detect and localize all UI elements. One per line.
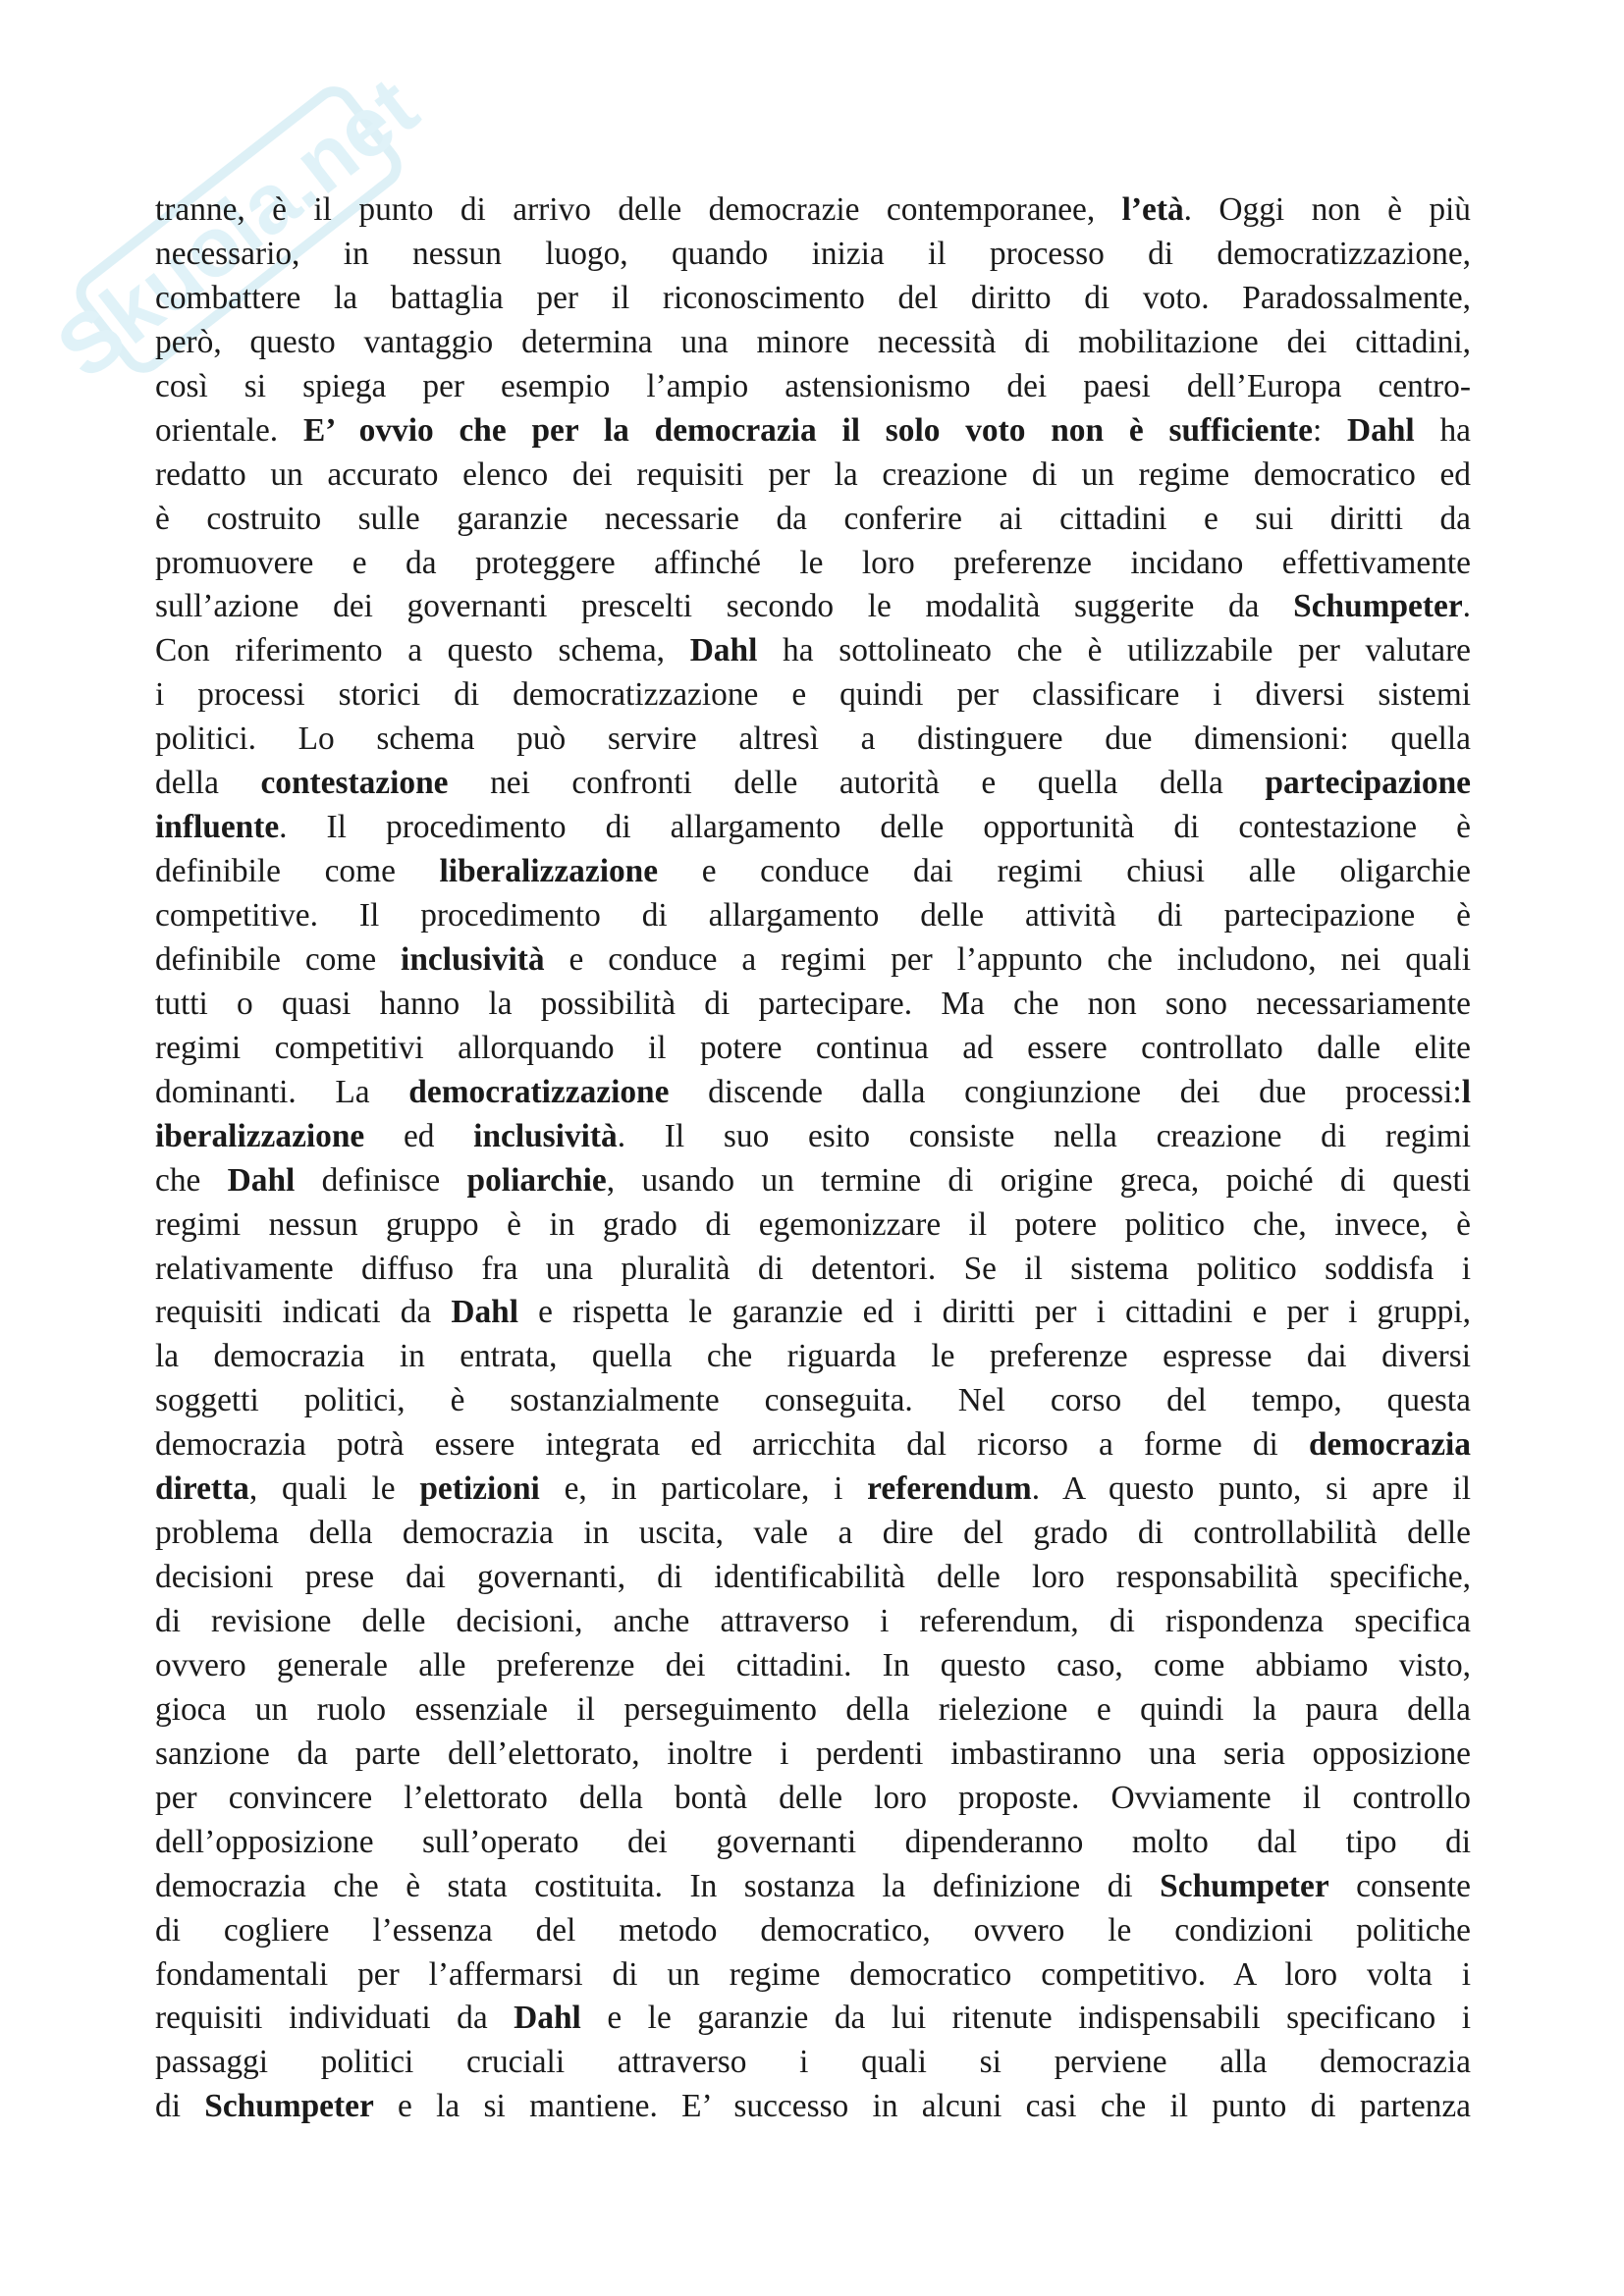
text-run: di cogliere l’essenza del metodo democratico, ovvero le condizioni politiche <box>155 1911 1471 1949</box>
text-line <box>155 1600 1471 1644</box>
text-run: problema della democrazia in uscita, vale a dire del grado di controllabilità delle <box>155 1515 1471 1552</box>
text-line <box>155 1777 1471 1821</box>
text-line <box>155 806 1471 850</box>
text-run: decisioni prese dai governanti, di identificabilità delle loro responsabilità specifiche, <box>155 1559 1471 1596</box>
text-line <box>155 894 1471 938</box>
text-line <box>155 850 1471 894</box>
text-run: definibile come <box>155 853 440 890</box>
text-line <box>155 2085 1471 2129</box>
text-run: i processi storici di democratizzazione e quindi per classificare i diversi sistemi <box>155 676 1471 714</box>
text-run: definibile come <box>155 940 402 978</box>
bold-term: Schumpeter <box>1293 588 1463 625</box>
watermark-text: Skuola.net <box>39 59 435 398</box>
text-run: definisce <box>295 1161 467 1199</box>
text-run: competitive. Il procedimento di allargamento delle attività di partecipazione è <box>155 897 1471 934</box>
text-run: . Il suo esito consiste nella creazione di regimi <box>617 1117 1471 1154</box>
text-run: politici. Lo schema può servire altresì a distinguere due dimensioni: quella <box>155 721 1471 758</box>
text-line <box>155 762 1471 806</box>
text-run: soggetti politici, è sostanzialmente conseguita. Nel corso del tempo, questa <box>155 1382 1471 1419</box>
bold-term: petizioni <box>419 1470 540 1508</box>
bold-term: Dahl <box>1347 411 1415 449</box>
text-line <box>155 983 1471 1027</box>
text-run: fondamentali per l’affermarsi di un regime democratico competitivo. A loro volta i <box>155 1955 1471 1993</box>
text-run: che <box>155 1161 228 1199</box>
bold-term: partecipazione <box>1265 765 1471 802</box>
text-run: di <box>155 2088 205 2125</box>
text-run: , usando un termine di origine greca, poiché di questi <box>606 1161 1472 1199</box>
text-line <box>155 1468 1471 1512</box>
text-run: tranne, è il punto di arrivo delle democrazie contemporanee, <box>155 191 1122 228</box>
text-line <box>155 1115 1471 1159</box>
bold-term: iberalizzazione <box>155 1117 365 1154</box>
bold-term: Schumpeter <box>204 2088 374 2125</box>
text-line <box>155 673 1471 718</box>
bold-term: influente <box>155 809 280 846</box>
text-run: Con riferimento a questo schema, <box>155 632 690 669</box>
bold-term: E’ ovvio che per la democrazia il solo voto non è sufficiente <box>302 411 1313 449</box>
text-run: necessario, in nessun luogo, quando inizia il processo di democratizzazione, <box>155 235 1471 272</box>
text-run: è costruito sulle garanzie necessarie da conferire ai cittadini e sui diritti da <box>155 500 1471 537</box>
bold-term: poliarchie <box>466 1161 607 1199</box>
text-line <box>155 409 1471 454</box>
text-line <box>155 542 1471 586</box>
text-run: , quali le <box>248 1470 420 1508</box>
text-run: così si spiega per esempio l’ampio astensionismo dei paesi dell’Europa centro- <box>155 367 1471 404</box>
text-run: nei confronti delle autorità e quella della <box>448 765 1266 802</box>
text-run: e conduce a regimi per l’appunto che includono, nei quali <box>544 940 1471 978</box>
text-run: democrazia potrà essere integrata ed arricchita dal ricorso a forme di <box>155 1426 1309 1464</box>
text-run: consente <box>1328 1867 1471 1904</box>
text-run: gioca un ruolo essenziale il perseguimento della rielezione e quindi la paura della <box>155 1690 1471 1728</box>
text-line <box>155 1644 1471 1688</box>
text-run: dominanti. La <box>155 1073 409 1110</box>
text-run: redatto un accurato elenco dei requisiti per la creazione di un regime democratico ed <box>155 455 1471 493</box>
text-line <box>155 1291 1471 1335</box>
text-run: e rispetta le garanzie ed i diritti per i cittadini e per i gruppi, <box>518 1294 1471 1331</box>
text-line <box>155 1821 1471 1865</box>
text-run: requisiti individuati da <box>155 2000 514 2037</box>
bold-term: referendum <box>867 1470 1032 1508</box>
text-run: per convincere l’elettorato della bontà delle loro proposte. Ovviamente il controllo <box>155 1779 1471 1816</box>
text-line <box>155 2041 1471 2085</box>
text-line <box>155 1953 1471 1998</box>
text-run: passaggi politici cruciali attraverso i quali si perviene alla democrazia <box>155 2044 1471 2081</box>
text-run: ed <box>364 1117 474 1154</box>
text-run: . <box>1462 588 1471 625</box>
text-line <box>155 1512 1471 1556</box>
text-run: però, questo vantaggio determina una minore necessità di mobilitazione dei cittadini, <box>155 323 1471 360</box>
bold-term: liberalizzazione <box>439 853 659 890</box>
text-run: . Il procedimento di allargamento delle opportunità di contestazione è <box>279 809 1471 846</box>
text-line <box>155 1997 1471 2041</box>
text-run: democrazia che è stata costituita. In sostanza la definizione di <box>155 1867 1161 1904</box>
bold-term: Dahl <box>451 1294 518 1331</box>
bold-term: diretta <box>155 1470 249 1508</box>
text-run: ovvero generale alle preferenze dei cittadini. In questo caso, come abbiamo visto, <box>155 1646 1471 1683</box>
text-run: orientale. <box>155 411 303 449</box>
text-run: e le garanzie da lui ritenute indispensabili specificano i <box>580 2000 1471 2037</box>
text-line <box>155 1335 1471 1379</box>
text-line <box>155 321 1471 365</box>
text-line <box>155 1027 1471 1071</box>
bold-term: l’età <box>1121 191 1184 228</box>
text-line <box>155 1865 1471 1909</box>
bold-term: Schumpeter <box>1160 1867 1329 1904</box>
text-run: ha sottolineato che è utilizzabile per valutare <box>757 632 1472 669</box>
text-run: . Oggi non è più <box>1183 191 1472 228</box>
text-line <box>155 718 1471 762</box>
text-line <box>155 1423 1471 1468</box>
text-line <box>155 498 1471 542</box>
text-run: relativamente diffuso fra una pluralità di detentori. Se il sistema politico soddisfa i <box>155 1250 1471 1287</box>
text-line <box>155 585 1471 629</box>
bold-term: democratizzazione <box>408 1073 670 1110</box>
bold-term: Dahl <box>227 1161 296 1199</box>
text-run: promuovere e da proteggere affinché le loro preferenze incidano effettivamente <box>155 544 1471 581</box>
text-line <box>155 454 1471 498</box>
text-run: di revisione delle decisioni, anche attraverso i referendum, di rispondenza specifica <box>155 1603 1471 1639</box>
bold-term: democrazia <box>1308 1426 1471 1464</box>
text-line <box>155 629 1471 673</box>
text-run: . A questo punto, si apre il <box>1031 1470 1471 1508</box>
bold-term: inclusività <box>473 1117 618 1154</box>
text-run: e, in particolare, i <box>539 1470 868 1508</box>
text-run: la democrazia in entrata, quella che riguarda le preferenze espresse dai diversi <box>155 1338 1471 1375</box>
text-run: : <box>1312 411 1348 449</box>
document-body <box>155 188 1471 2129</box>
text-run: ha <box>1414 411 1472 449</box>
text-run: sanzione da parte dell’elettorato, inoltre i perdenti imbastiranno una seria opposizione <box>155 1735 1471 1772</box>
text-run: e conduce dai regimi chiusi alle oligarchie <box>658 853 1471 890</box>
text-run: regimi nessun gruppo è in grado di egemonizzare il potere politico che, invece, è <box>155 1205 1471 1243</box>
text-run: discende dalla congiunzione dei due processi: <box>669 1073 1462 1110</box>
bold-term: Dahl <box>514 2000 581 2037</box>
text-line <box>155 1688 1471 1733</box>
text-line <box>155 1733 1471 1777</box>
bold-term: inclusività <box>401 940 545 978</box>
text-run: combattere la battaglia per il riconoscimento del diritto di voto. Paradossalmente, <box>155 279 1471 316</box>
text-line <box>155 1248 1471 1292</box>
text-line <box>155 1379 1471 1423</box>
bold-term: contestazione <box>260 765 449 802</box>
text-line <box>155 1556 1471 1600</box>
text-run: e la si mantiene. E’ successo in alcuni casi che il punto di partenza <box>373 2088 1471 2125</box>
text-run: tutti o quasi hanno la possibilità di partecipare. Ma che non sono necessariamente <box>155 985 1471 1022</box>
bold-term: Dahl <box>689 632 758 669</box>
bold-term: l <box>1461 1073 1471 1110</box>
text-line <box>155 938 1471 983</box>
text-run: della <box>155 765 261 802</box>
text-run: requisiti indicati da <box>155 1294 452 1331</box>
text-line <box>155 1071 1471 1115</box>
text-line <box>155 365 1471 409</box>
text-line <box>155 188 1471 233</box>
text-run: regimi competitivi allorquando il potere continua ad essere controllato dalle elite <box>155 1029 1471 1066</box>
text-run: dell’opposizione sull’operato dei governanti dipenderanno molto dal tipo di <box>155 1823 1471 1860</box>
text-line <box>155 1159 1471 1203</box>
text-line <box>155 233 1471 277</box>
text-run: sull’azione dei governanti prescelti secondo le modalità suggerite da <box>155 588 1294 625</box>
text-line <box>155 277 1471 321</box>
text-line <box>155 1203 1471 1248</box>
text-line <box>155 1909 1471 1953</box>
